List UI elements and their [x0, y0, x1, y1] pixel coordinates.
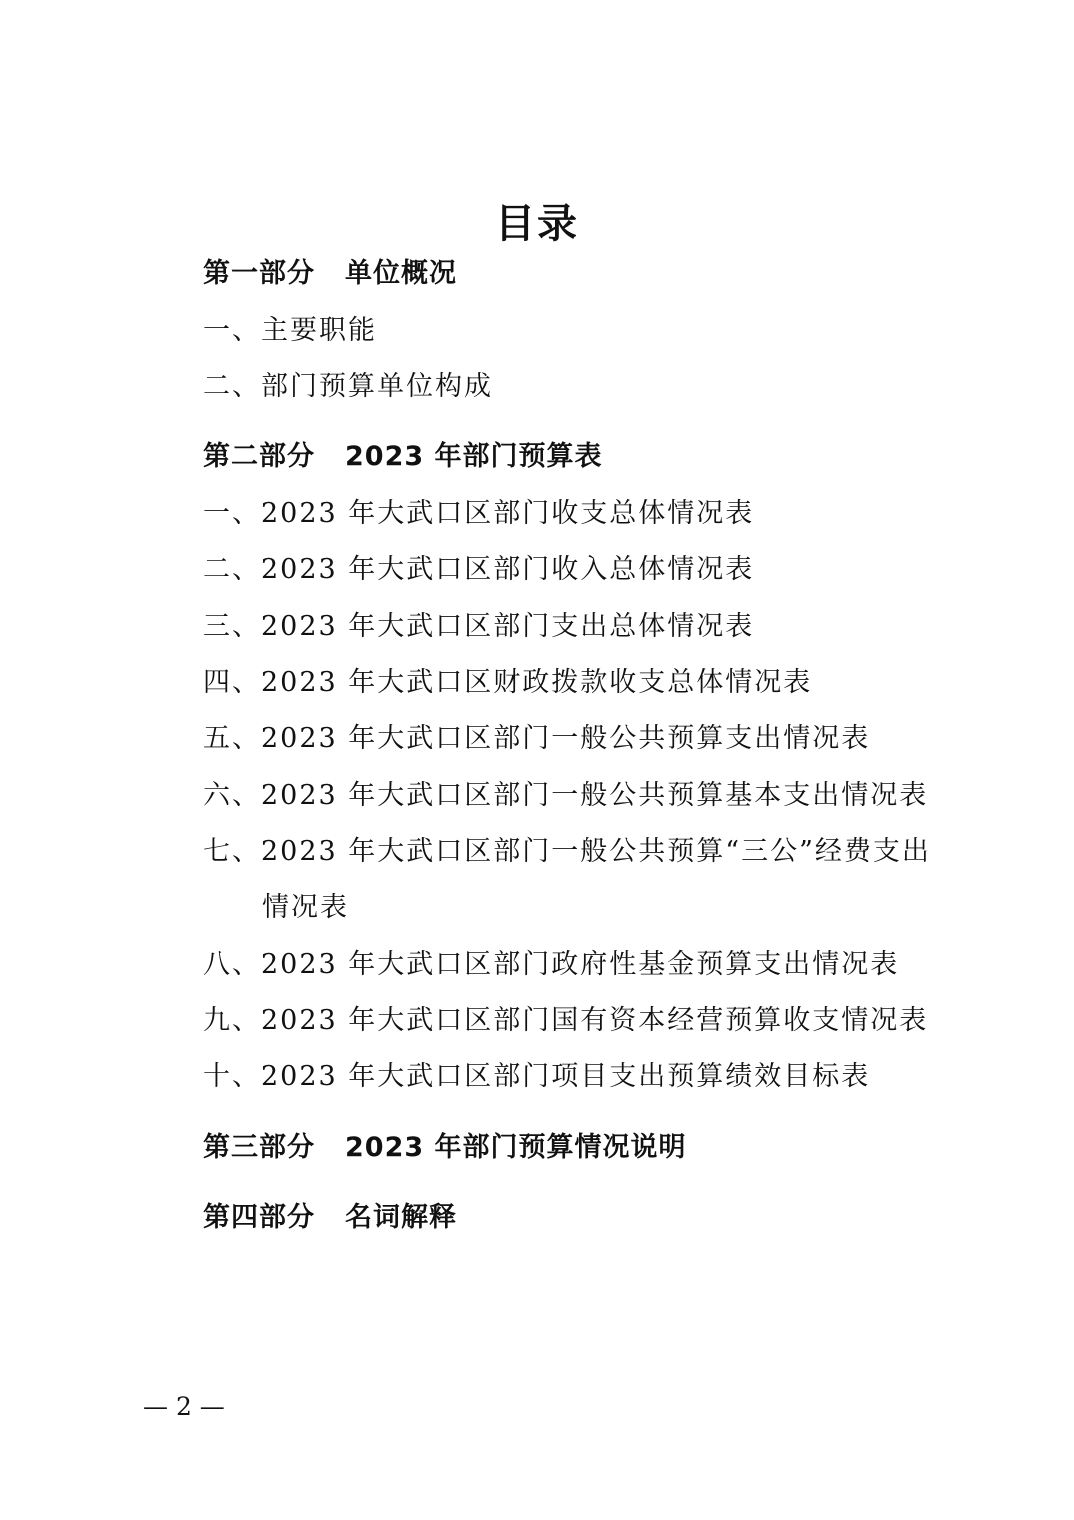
toc-item: 十、2023 年大武口区部门项目支出预算绩效目标表	[203, 1061, 871, 1092]
part-name: 2023 年部门预算表	[345, 441, 603, 472]
toc-part-2	[203, 437, 603, 477]
toc-item: 九、2023 年大武口区部门国有资本经营预算收支情况表	[203, 1005, 929, 1036]
part-name: 名词解释	[345, 1202, 457, 1233]
toc-item: 三、2023 年大武口区部门支出总体情况表	[203, 611, 755, 642]
toc-part-3	[203, 1128, 687, 1168]
toc-item: 二、部门预算单位构成	[203, 371, 493, 402]
toc-item: 一、主要职能	[203, 315, 377, 346]
part-label: 第一部分	[203, 258, 315, 289]
toc-item: 七、2023 年大武口区部门一般公共预算“三公”经费支出	[203, 836, 931, 867]
toc-item: 二、2023 年大武口区部门收入总体情况表	[203, 554, 755, 585]
toc-part-1	[203, 254, 457, 294]
toc-item: 四、2023 年大武口区财政拨款收支总体情况表	[203, 667, 813, 698]
part-name: 2023 年部门预算情况说明	[345, 1132, 687, 1163]
part-label: 第四部分	[203, 1202, 315, 1233]
page-number: — 2 —	[143, 1392, 225, 1421]
part-name: 单位概况	[345, 258, 457, 289]
toc-item: 六、2023 年大武口区部门一般公共预算基本支出情况表	[203, 780, 929, 811]
page-title: 目录	[495, 201, 579, 247]
part-label: 第三部分	[203, 1132, 315, 1163]
toc-item: 一、2023 年大武口区部门收支总体情况表	[203, 498, 755, 529]
toc-item: 八、2023 年大武口区部门政府性基金预算支出情况表	[203, 949, 900, 980]
toc-part-4	[203, 1198, 457, 1238]
toc-item-continuation: 情况表	[262, 892, 349, 923]
toc-item: 五、2023 年大武口区部门一般公共预算支出情况表	[203, 723, 871, 754]
part-label: 第二部分	[203, 441, 315, 472]
